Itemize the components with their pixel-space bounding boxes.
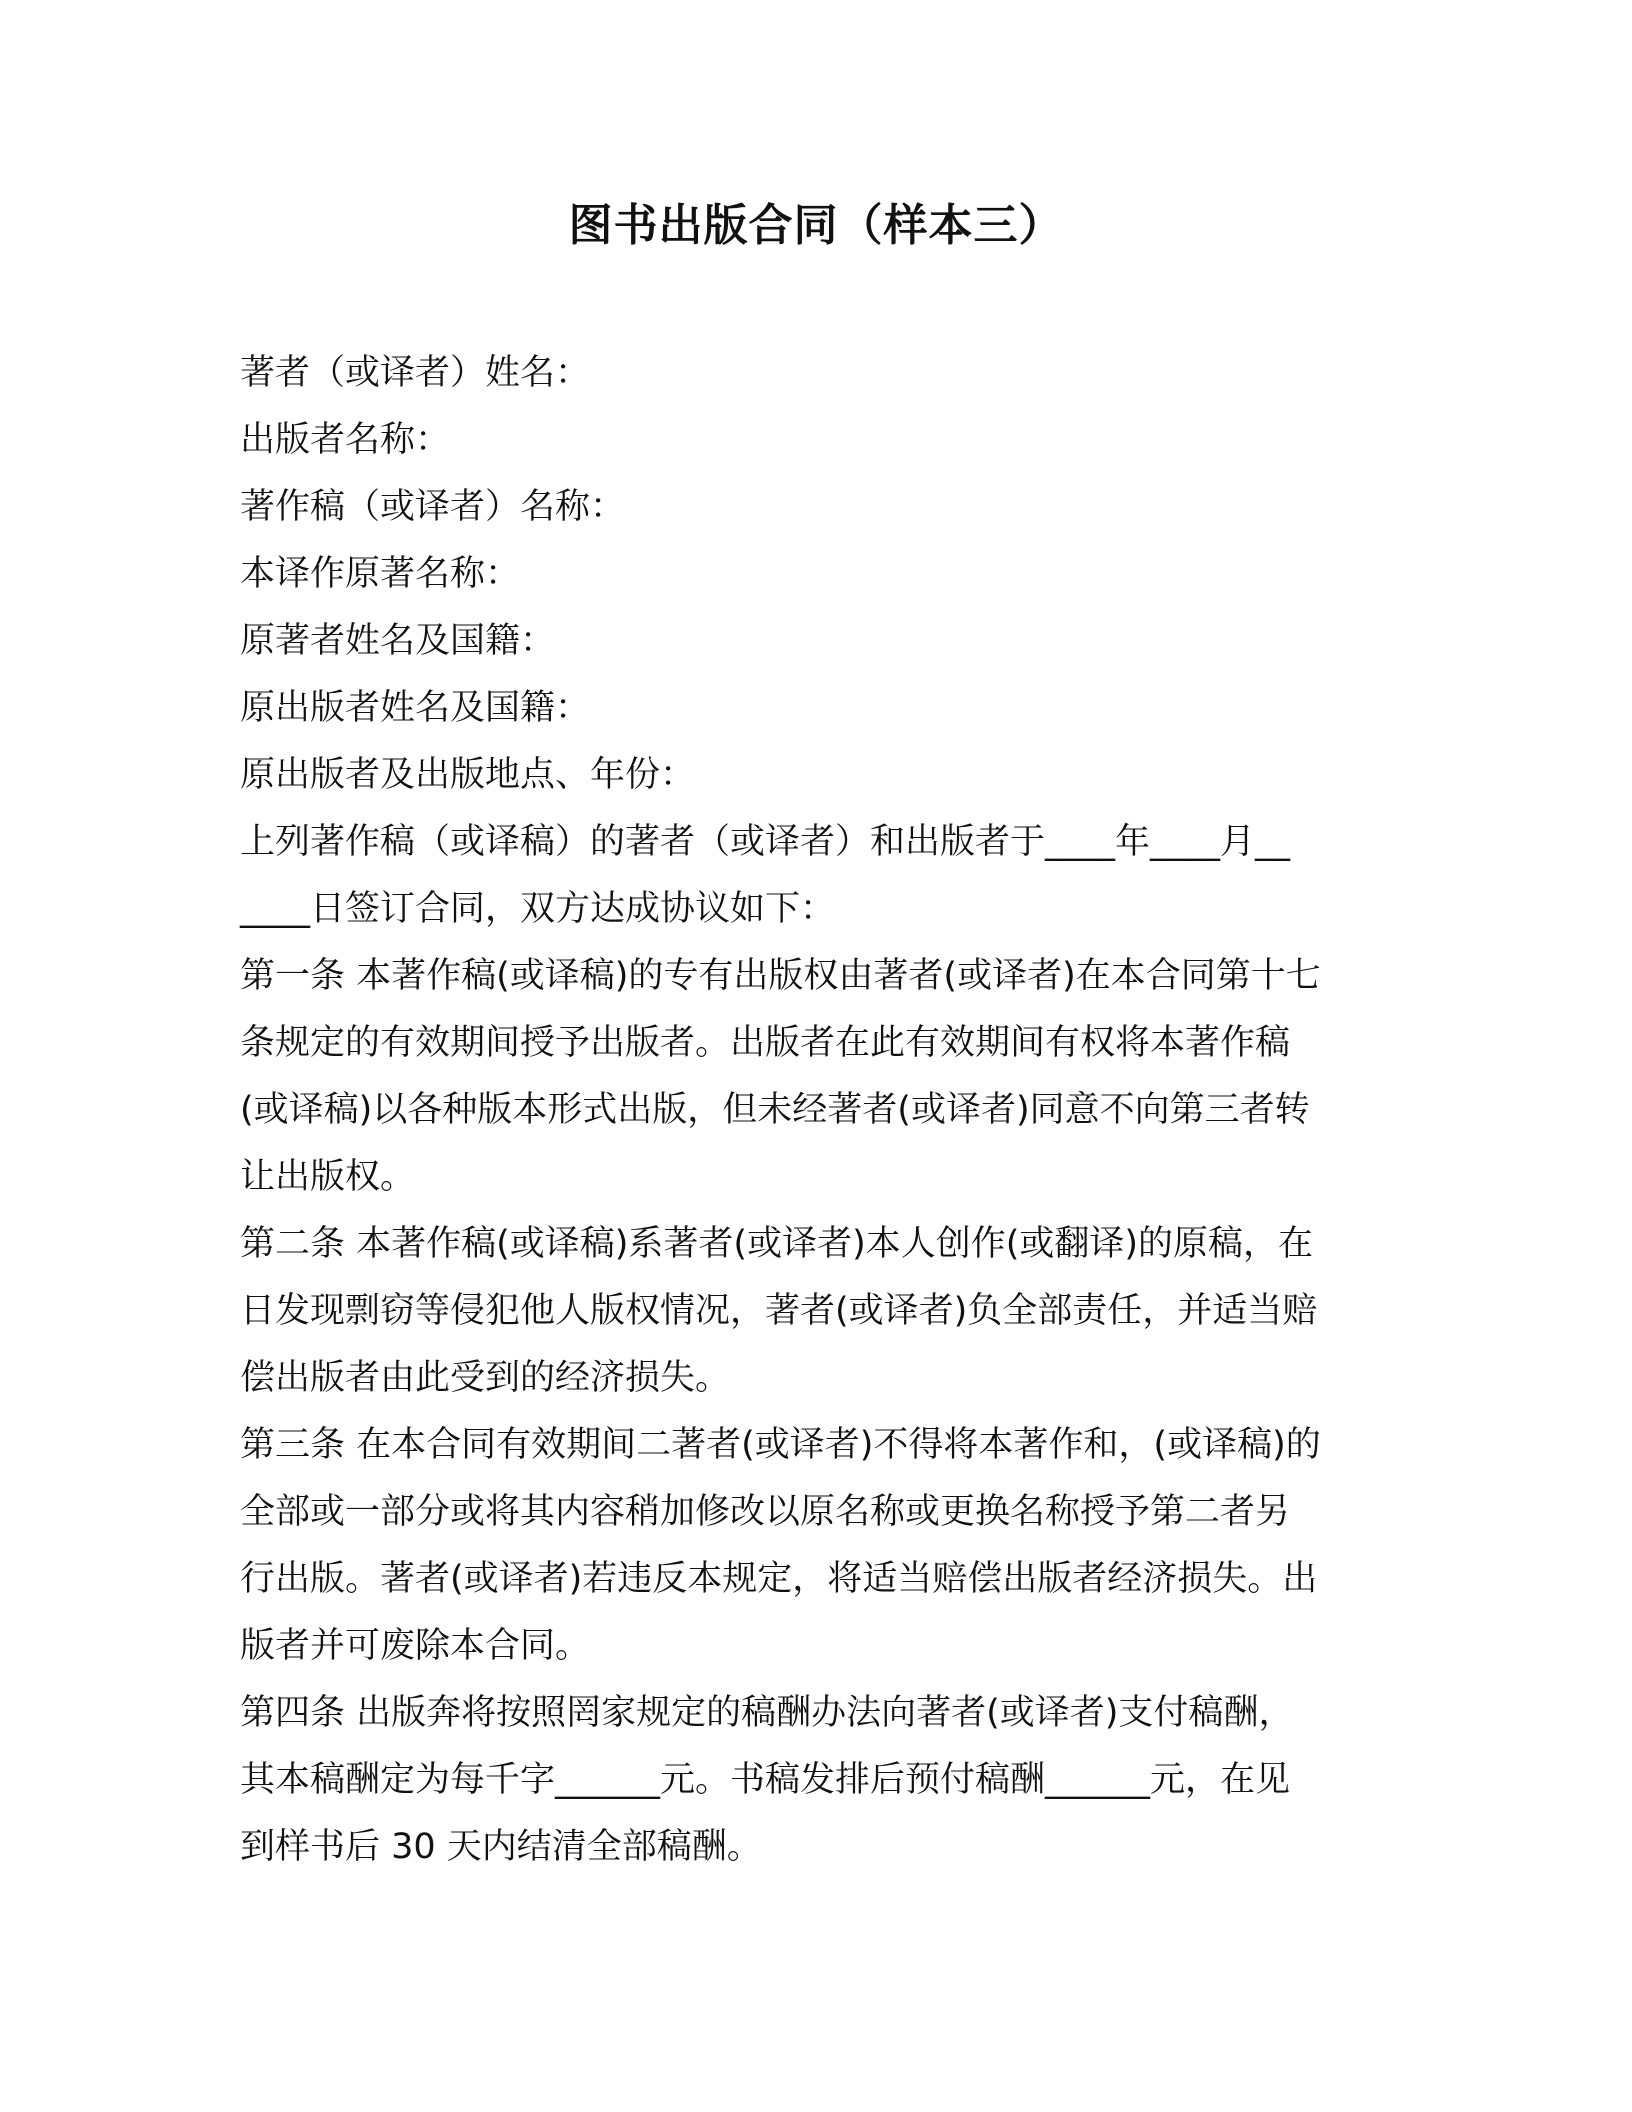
article-3-line: 全部或一部分或将其内容稍加修改以原名称或更换名称授予第二者另: [240, 1492, 1291, 1532]
article-2-line: 日发现剽窃等侵犯他人版权情况，著者(或译者)负全部责任，并适当赔: [240, 1291, 1318, 1331]
field-original-author: 原著者姓名及国籍：: [240, 621, 556, 661]
preamble-line: 上列著作稿（或译稿）的著者（或译者）和出版者于____年____月__: [240, 822, 1291, 862]
article-2-line: 第二条 本著作稿(或译稿)系著者(或译者)本人创作(或翻译)的原稿，在: [240, 1224, 1314, 1264]
document-title: 图书出版合同（样本三）: [568, 200, 1064, 251]
article-4-line: 其本稿酬定为每千字______元。书稿发排后预付稿酬______元，在见: [240, 1760, 1291, 1800]
article-2-line: 偿出版者由此受到的经济损失。: [240, 1358, 731, 1398]
article-4-line: 到样书后 30 天内结清全部稿酬。: [240, 1827, 762, 1867]
article-1-line: (或译稿)以各种版本形式出版，但未经著者(或译者)同意不向第三者转: [240, 1090, 1310, 1130]
field-author-name: 著者（或译者）姓名：: [240, 353, 591, 393]
field-original-publisher: 原出版者姓名及国籍：: [240, 688, 591, 728]
article-1-line: 让出版权。: [240, 1157, 416, 1197]
preamble-line: ____日签订合同，双方达成协议如下：: [240, 889, 836, 929]
document-body: [240, 340, 1400, 1881]
article-3-line: 行出版。著者(或译者)若违反本规定，将适当赔偿出版者经济损失。出: [240, 1559, 1318, 1599]
field-original-place-year: 原出版者及出版地点、年份：: [240, 755, 696, 795]
field-original-work-name: 本译作原著名称：: [240, 554, 521, 594]
field-publisher-name: 出版者名称：: [240, 420, 451, 460]
article-1-line: 第一条 本著作稿(或译稿)的专有出版权由著者(或译者)在本合同第十七: [240, 956, 1321, 996]
article-3-line: 第三条 在本合同有效期间二著者(或译者)不得将本著作和，(或译稿)的: [240, 1425, 1321, 1465]
article-3-line: 版者并可废除本合同。: [240, 1626, 591, 1666]
article-4-line: 第四条 出版奔将按照罔家规定的稿酬办法向著者(或译者)支付稿酬，: [240, 1693, 1294, 1733]
field-work-name: 著作稿（或译者）名称：: [240, 487, 626, 527]
article-1-line: 条规定的有效期间授予出版者。出版者在此有效期间有权将本著作稿: [240, 1023, 1291, 1063]
